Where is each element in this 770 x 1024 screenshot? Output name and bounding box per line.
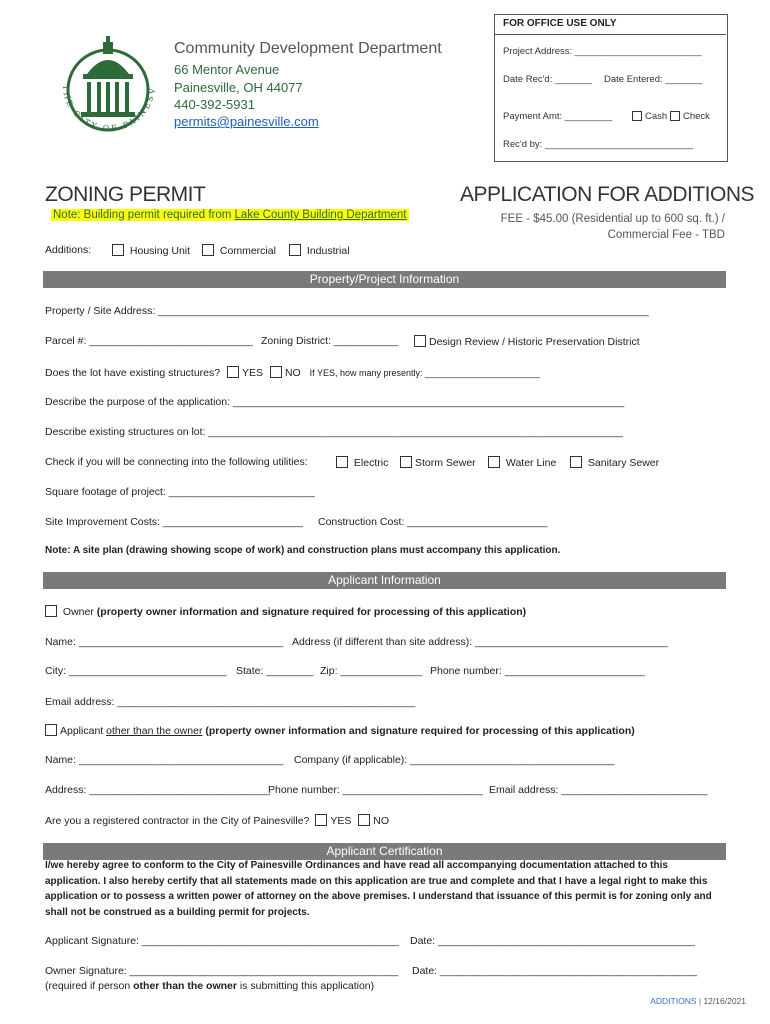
existing-count-field[interactable]: If YES, how many presently: _______________________	[309, 368, 541, 378]
owner-address-field[interactable]: Address (if different than site address): _________________________________	[292, 636, 668, 648]
contractor-yes-checkbox[interactable]	[315, 814, 327, 826]
owner-email-field[interactable]: Email address: ___________________________________________________	[45, 696, 416, 708]
site-improvement-costs-field[interactable]: Site Improvement Costs: ________________________	[45, 516, 304, 528]
owner-note: (property owner information and signature required for processing of this application)	[96, 606, 527, 618]
storm-sewer-checkbox[interactable]	[400, 456, 412, 468]
construction-cost-field[interactable]: Construction Cost: ________________________	[318, 516, 548, 528]
additions-commercial-option[interactable]	[202, 244, 276, 257]
office-date-entered[interactable]: Date Entered: _______	[604, 74, 703, 85]
owner-city-field[interactable]: City: ___________________________	[45, 665, 227, 677]
fee-line-1: FEE - $45.00 (Residential up to 600 sq. ft.) /	[500, 213, 725, 225]
owner-name-field[interactable]: Name: ___________________________________	[45, 636, 284, 648]
design-review-option[interactable]	[414, 335, 640, 348]
applicant-signature-date-field[interactable]: Date: ____________________________________________	[410, 935, 695, 947]
owner-zip-field[interactable]: Zip: ______________	[320, 665, 423, 677]
applicant-other-option[interactable]	[45, 724, 635, 737]
footer-separator: |	[696, 996, 704, 1006]
footer-label: ADDITIONS	[650, 996, 697, 1006]
applicant-other-note: (property owner information and signature required for processing of this application)	[205, 725, 635, 737]
city-seal-logo	[45, 30, 170, 155]
utility-sanitary-sewer-option[interactable]	[570, 456, 659, 469]
zoning-permit-title: ZONING PERMIT	[45, 183, 206, 206]
applicant-email-field[interactable]: Email address: _________________________	[489, 784, 708, 796]
office-date-recd[interactable]: Date Rec'd: _______	[503, 74, 592, 85]
applicant-name-field[interactable]: Name: ___________________________________	[45, 754, 284, 766]
applicant-label-underlined: other than the owner	[106, 725, 203, 737]
owner-sig-note-bold: other than the owner	[133, 980, 237, 992]
housing-unit-checkbox[interactable]	[112, 244, 124, 256]
site-address-field[interactable]: Property / Site Address: ____________________________________________________________________________________	[45, 305, 649, 317]
fee-line-2: Commercial Fee - TBD	[607, 229, 725, 241]
cash-checkbox[interactable]	[632, 111, 642, 121]
utility-electric-option[interactable]	[336, 456, 388, 469]
fee-info	[470, 211, 725, 243]
additions-housing-option[interactable]	[112, 244, 190, 257]
department-name: Community Development Department	[174, 40, 442, 57]
commercial-label: Commercial	[219, 245, 276, 257]
applicant-address-field[interactable]: Address: _______________________________	[45, 784, 271, 796]
footer-date: 12/16/2021	[703, 996, 746, 1006]
office-project-address[interactable]: Project Address: ________________________	[503, 46, 702, 57]
industrial-label: Industrial	[306, 245, 350, 257]
electric-label: Electric	[353, 457, 389, 469]
owner-checkbox[interactable]	[45, 605, 57, 617]
department-street: 66 Mentor Avenue	[174, 62, 280, 77]
utilities-question: Check if you will be connecting into the following utilities:	[45, 456, 308, 468]
department-city: Painesville, OH 44077	[174, 80, 303, 95]
applicant-section-header: Applicant Information	[43, 572, 726, 589]
contractor-no-label: NO	[373, 815, 389, 827]
electric-checkbox[interactable]	[336, 456, 348, 468]
design-review-checkbox[interactable]	[414, 335, 426, 347]
utility-water-line-option[interactable]	[488, 456, 556, 469]
additions-row	[45, 244, 91, 256]
owner-sig-note-prefix: (required if person	[45, 980, 134, 992]
owner-signature-note	[45, 980, 374, 992]
applicant-signature-field[interactable]: Applicant Signature: ____________________________________________	[45, 935, 399, 947]
registered-contractor-question	[45, 814, 389, 827]
certification-section-header: Applicant Certification	[43, 843, 726, 860]
applicant-label-prefix: Applicant	[60, 725, 107, 737]
office-use-title: FOR OFFICE USE ONLY	[503, 18, 617, 29]
building-permit-note	[51, 209, 409, 221]
existing-description-field[interactable]: Describe existing structures on lot: _______________________________________________________________________	[45, 426, 624, 438]
sanitary-sewer-label: Sanitary Sewer	[587, 457, 660, 469]
existing-no-checkbox[interactable]	[270, 366, 282, 378]
office-payment-amt[interactable]: Payment Amt: _________	[503, 111, 613, 122]
contractor-no-checkbox[interactable]	[358, 814, 370, 826]
existing-structures-question	[45, 366, 540, 379]
design-review-label: Design Review / Historic Preservation District	[429, 336, 640, 348]
application-title: APPLICATION FOR ADDITIONS	[460, 183, 754, 206]
lake-county-link[interactable]: Lake County Building Department	[234, 209, 407, 221]
svg-text:THE CITY OF PAINESVILLE	[45, 30, 157, 133]
existing-yes-checkbox[interactable]	[227, 366, 239, 378]
purpose-field[interactable]: Describe the purpose of the application: ___________________________________________________________________	[45, 396, 625, 408]
contractor-yes-label: YES	[330, 815, 352, 827]
water-line-label: Water Line	[505, 457, 557, 469]
office-recd-by[interactable]: Rec'd by: ____________________________	[503, 139, 693, 150]
owner-sig-note-suffix: is submitting this application)	[236, 980, 375, 992]
applicant-other-checkbox[interactable]	[45, 724, 57, 736]
existing-no-label: NO	[284, 367, 301, 379]
owner-state-field[interactable]: State: ________	[236, 665, 314, 677]
owner-signature-field[interactable]: Owner Signature: ______________________________________________	[45, 965, 399, 977]
water-line-checkbox[interactable]	[488, 456, 500, 468]
utility-storm-sewer-option[interactable]	[400, 456, 476, 469]
office-cash-option[interactable]	[632, 111, 667, 122]
owner-label: Owner	[62, 606, 94, 618]
department-phone: 440-392-5931	[174, 97, 255, 112]
note-prefix: Note: Building permit required from	[53, 209, 235, 221]
industrial-checkbox[interactable]	[289, 244, 301, 256]
existing-yes-label: YES	[242, 367, 264, 379]
registered-contractor-label: Are you a registered contractor in the City of Painesville?	[45, 815, 310, 827]
cash-label: Cash	[645, 111, 668, 122]
seal-ring-text: THE CITY OF PAINESV	[60, 84, 158, 134]
certification-text: I/we hereby agree to conform to the City of Painesville Ordinances and have read all accompanying documentation attached to this application. I also hereby certify that all statements made on this application are true and complete and that I have a legal right to make this application or to possess a written power of attorney on the above premises. I understand that issuance of this permit is for zoning only and shall not be construed as a building permit for projects.	[45, 860, 712, 918]
parcel-field[interactable]: Parcel #: ____________________________	[45, 335, 253, 347]
applicant-company-field[interactable]: Company (if applicable): ___________________________________	[294, 754, 615, 766]
property-section-header: Property/Project Information	[43, 271, 726, 288]
square-footage-field[interactable]: Square footage of project: _________________________	[45, 486, 315, 498]
additions-label: Additions:	[45, 244, 92, 256]
site-plan-note: Note: A site plan (drawing showing scope of work) and construction plans must accompany this application.	[45, 545, 561, 556]
owner-phone-field[interactable]: Phone number: ________________________	[430, 665, 645, 677]
housing-unit-label: Housing Unit	[129, 245, 191, 257]
owner-signature-date-field[interactable]: Date: ____________________________________________	[412, 965, 697, 977]
storm-sewer-label: Storm Sewer	[415, 457, 476, 469]
check-checkbox[interactable]	[670, 111, 680, 121]
additions-industrial-option[interactable]	[289, 244, 350, 257]
office-check-option[interactable]	[670, 111, 710, 122]
existing-structures-label: Does the lot have existing structures?	[45, 367, 221, 379]
sanitary-sewer-checkbox[interactable]	[570, 456, 582, 468]
applicant-phone-field[interactable]: Phone number: ________________________	[268, 784, 483, 796]
footer	[650, 996, 746, 1006]
check-label: Check	[683, 111, 710, 122]
owner-option[interactable]	[45, 605, 526, 618]
commercial-checkbox[interactable]	[202, 244, 214, 256]
department-email-link[interactable]: permits@painesville.com	[174, 114, 319, 129]
zoning-district-field[interactable]: Zoning District: ___________	[261, 335, 399, 347]
